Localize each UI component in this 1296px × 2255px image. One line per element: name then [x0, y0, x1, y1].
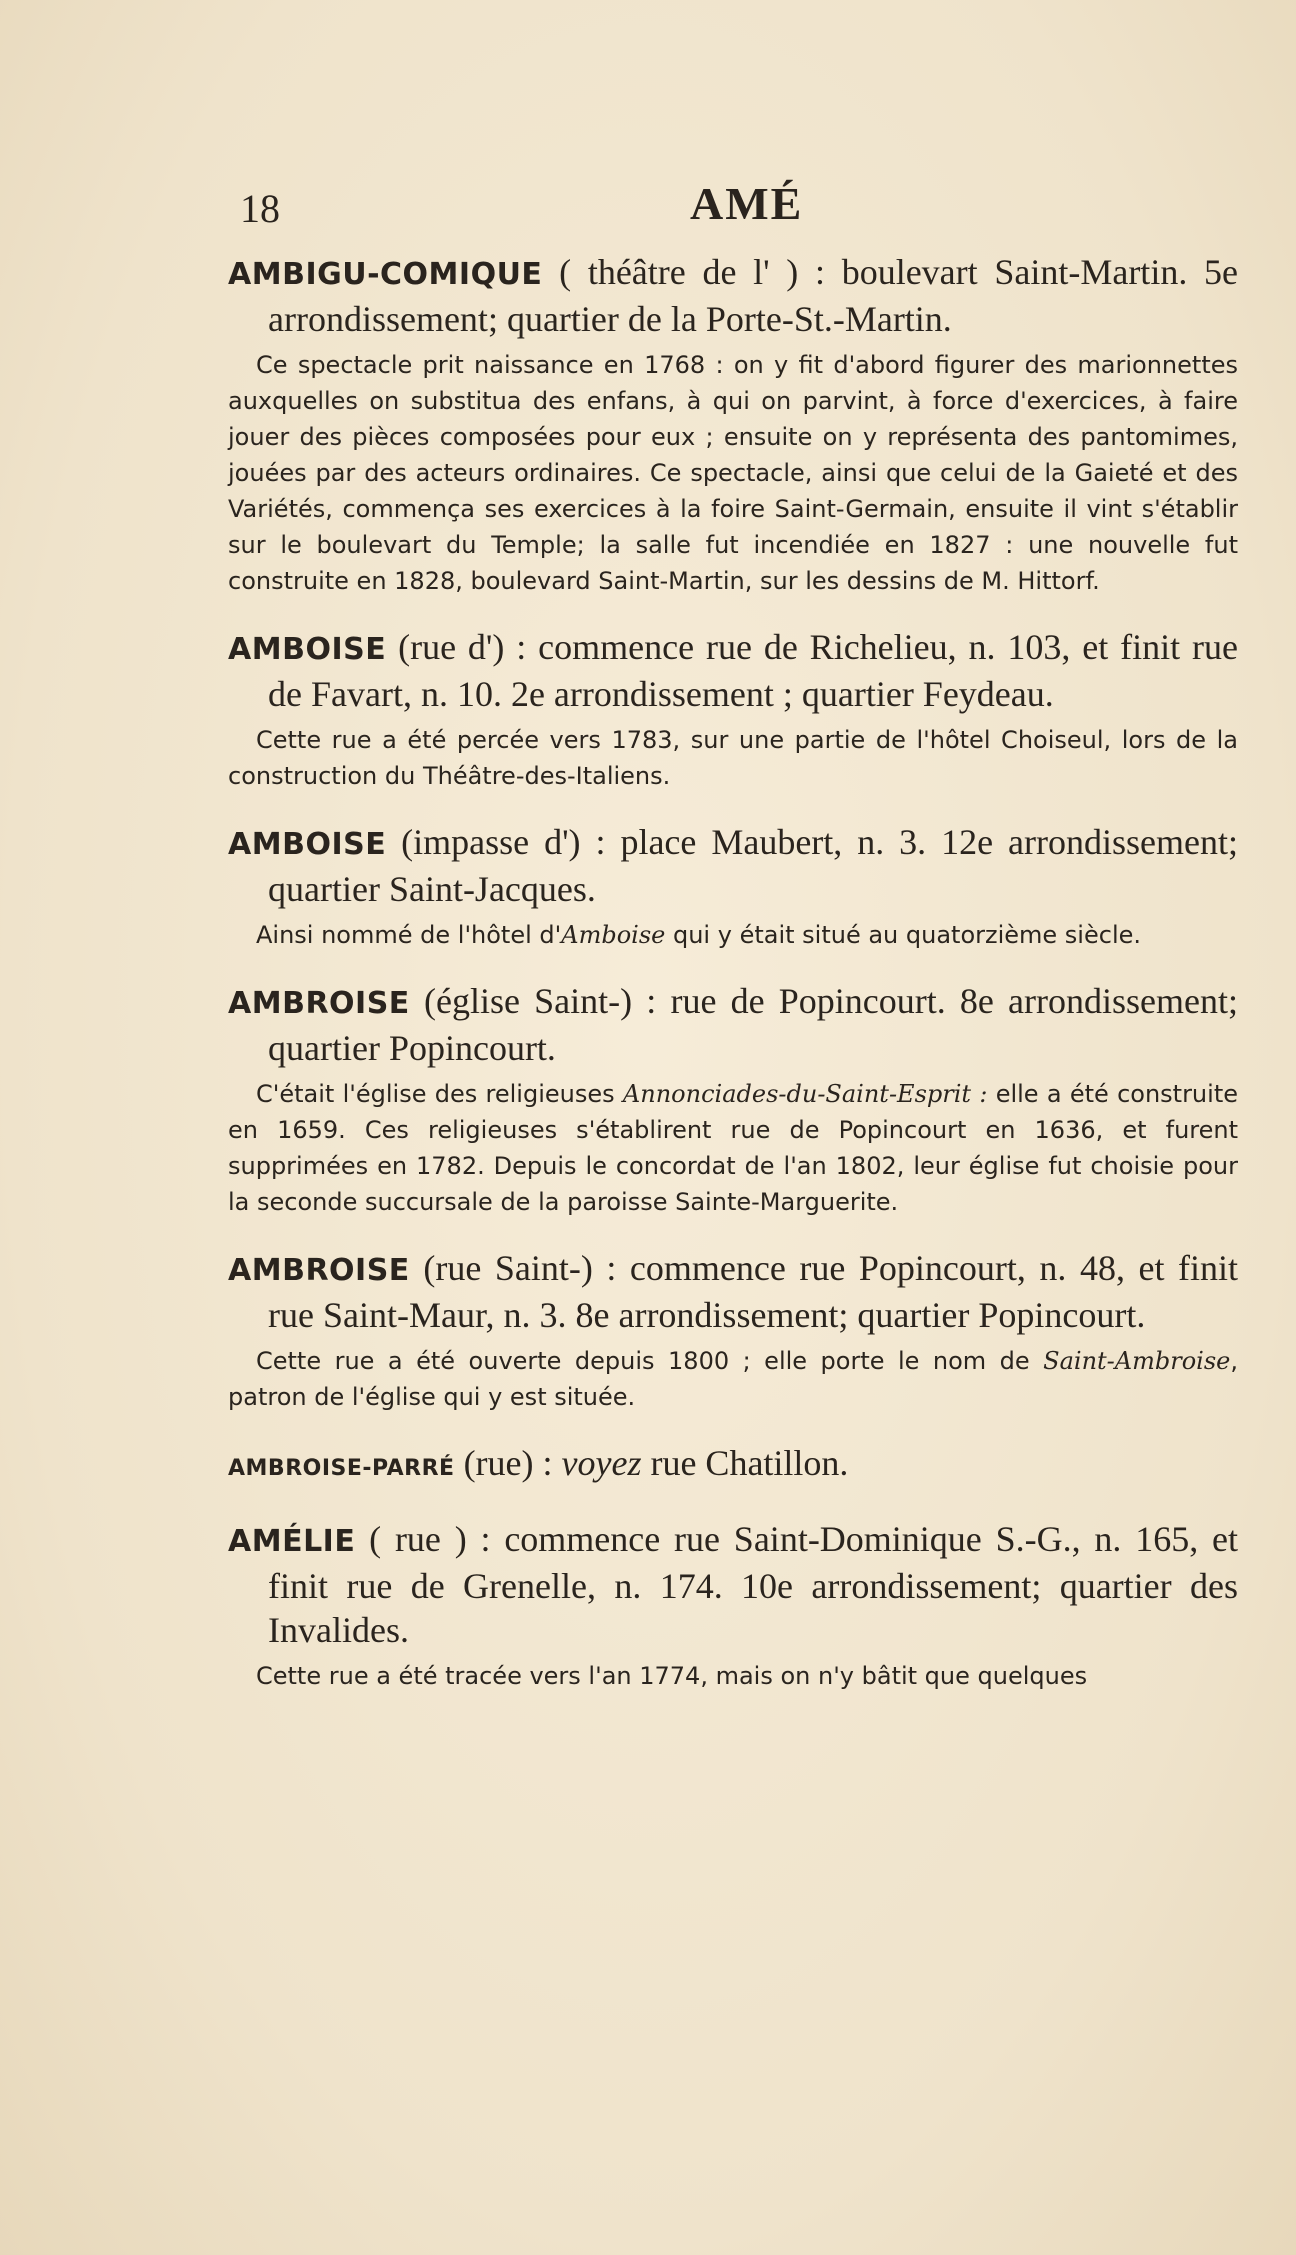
dictionary-entries	[228, 250, 1238, 1720]
entry-ambroise-parre	[228, 1441, 1238, 1491]
entry-ambigu-comique	[228, 250, 1238, 599]
running-head: AMÉ	[690, 178, 804, 229]
note-text: qui y était situé au quatorzième siècle.	[665, 921, 1141, 949]
entry-amboise-impasse	[228, 820, 1238, 953]
entry-lead	[228, 1246, 1238, 1337]
entry-text: (impasse d') : place Maubert, n. 3. 12e arrondissement; quartier Saint-Jacques.	[268, 822, 1238, 909]
entry-amelie	[228, 1517, 1238, 1694]
note-text: Ainsi nommé de l'hôtel d'	[256, 921, 562, 949]
entry-ambroise-rue	[228, 1246, 1238, 1415]
entry-headword: AMBIGU-COMIQUE	[228, 257, 543, 292]
entry-text: ( rue ) : commence rue Saint-Dominique S.-G., n. 165, et finit rue de Grenelle, n. 174. 10e arrondissement; quartier des Invalides.	[268, 1519, 1238, 1650]
entry-note	[228, 1343, 1238, 1415]
page-header	[240, 178, 1240, 235]
entry-note: Ce spectacle prit naissance en 1768 : on y fit d'abord figurer des marionnettes auxquelles on substitua des enfans, à qui on parvint, à force d'exercices, à faire jouer des pièces composées pour eux ; ensuite on y représenta des pantomimes, jouées par des acteurs ordinaires. Ce spectacle, ainsi que celui de la Gaieté et des Variétés, commença ses exercices à la foire Saint-Germain, ensuite il vint s'établir sur le boulevart du Temple; la salle fut incendiée en 1827 : une nouvelle fut construite en 1828, boulevard Saint-Martin, sur les dessins de M. Hittorf.	[228, 351, 1238, 595]
entry-lead	[228, 625, 1238, 716]
entry-headword: AMBROISE	[228, 986, 410, 1021]
entry-lead	[228, 979, 1238, 1070]
entry-lead	[228, 250, 1238, 341]
entry-lead	[228, 820, 1238, 911]
entry-amboise-rue	[228, 625, 1238, 794]
entry-headword: AMBROISE-PARRÉ	[228, 1456, 455, 1481]
page-number: 18	[240, 186, 280, 231]
entry-text: (église Saint-) : rue de Popincourt. 8e arrondissement; quartier Popincourt.	[268, 981, 1238, 1068]
entry-headword: AMBOISE	[228, 632, 387, 667]
entry-headword: AMBOISE	[228, 827, 387, 862]
entry-note	[228, 1076, 1238, 1220]
entry-ambroise-eglise	[228, 979, 1238, 1220]
entry-lead	[228, 1517, 1238, 1652]
entry-text: rue Chatillon.	[641, 1443, 849, 1483]
entry-text: ( théâtre de l' ) : boulevart Saint-Martin. 5e arrondissement; quartier de la Porte-St.-Martin.	[268, 252, 1238, 339]
note-italic: Amboise	[561, 921, 666, 949]
note-text: elle a été construite en 1659. Ces religieuses s'établirent rue de Popincourt en 1636, et furent supprimées en 1782. Depuis le concordat de l'an 1802, leur église fut choisie pour la seconde succursale de la paroisse Sainte-Marguerite.	[228, 1080, 1238, 1216]
entry-text: (rue) :	[454, 1443, 562, 1483]
note-italic: Saint-Ambroise	[1043, 1347, 1231, 1375]
entry-italic: voyez	[561, 1443, 642, 1483]
entry-headword: AMÉLIE	[228, 1524, 356, 1559]
entry-note: Cette rue a été percée vers 1783, sur une partie de l'hôtel Choiseul, lors de la construction du Théâtre-des-Italiens.	[228, 726, 1238, 790]
note-text: C'était l'église des religieuses	[256, 1080, 623, 1108]
note-italic: Annonciades-du-Saint-Esprit :	[622, 1080, 988, 1108]
entry-lead	[228, 1441, 1238, 1491]
entry-headword: AMBROISE	[228, 1253, 410, 1288]
entry-text: (rue Saint-) : commence rue Popincourt, n. 48, et finit rue Saint-Maur, n. 3. 8e arrondissement; quartier Popincourt.	[268, 1248, 1238, 1335]
entry-text: (rue d') : commence rue de Richelieu, n. 103, et finit rue de Favart, n. 10. 2e arrondissement ; quartier Feydeau.	[268, 627, 1238, 714]
entry-note: Cette rue a été tracée vers l'an 1774, mais on n'y bâtit que quelques	[256, 1662, 1088, 1690]
note-text: , patron de l'église qui y est située.	[228, 1347, 1238, 1411]
note-text: Cette rue a été ouverte depuis 1800 ; elle porte le nom de	[256, 1347, 1044, 1375]
entry-note	[228, 917, 1238, 953]
